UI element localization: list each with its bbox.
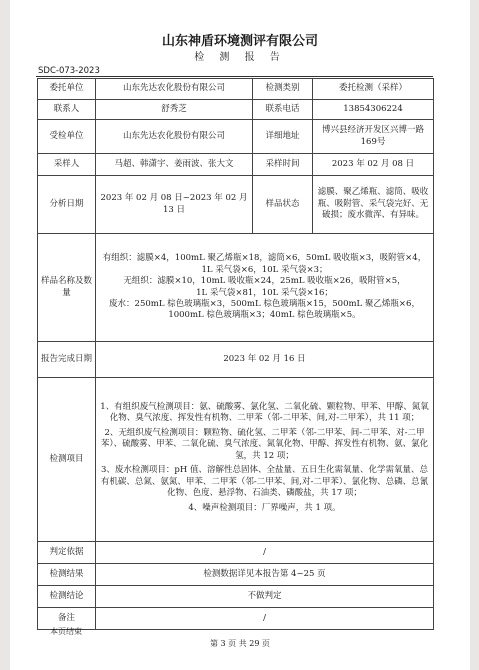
phone-label: 联系电话: [253, 100, 313, 120]
page-number: 第 3 页 共 29 页: [210, 639, 270, 648]
test-type-value: 委托检测（采样）: [313, 79, 434, 100]
item-line: 4、噪声检测项目：厂界噪声，共 1 项。: [188, 502, 341, 513]
test-type-label: 检测类别: [253, 79, 313, 100]
items-label: 检测项目: [38, 378, 96, 542]
remark-value: /: [96, 608, 434, 630]
sample-state-value: 滤膜、聚乙烯瓶、滤筒、吸收瓶、吸附管、采气袋完好、无破损；废水微浑、有异味。: [313, 176, 434, 234]
table-row: [38, 79, 434, 100]
remark-label: 备注: [38, 608, 96, 630]
table-row: [38, 342, 434, 378]
table-row: [38, 378, 434, 542]
sampler-value: 马超、韩潇宇、姜雨波、张大文: [96, 154, 253, 176]
table-row: [38, 100, 434, 120]
item-line: 3、废水检测项目：pH 值、溶解性总固体、全盐量、五日生化需氧量、化学需氧量、总有机碳、总氮、氨氮、甲苯、二甲苯（邻-二甲苯、间,对-二甲苯）、氯化物、总磷、总氰化物、色度、悬浮物、石油类、磷酸盐，共 17 项；: [100, 465, 429, 499]
sampler-label: 采样人: [38, 154, 96, 176]
sample-state-label: 样品状态: [253, 176, 313, 234]
table-row: [38, 234, 434, 342]
table-row: [38, 564, 434, 586]
table-row: [38, 120, 434, 154]
table-row: [38, 542, 434, 564]
sample-line: 1L 采气袋×6，10L 采气袋×3；: [201, 264, 328, 275]
basis-value: /: [96, 542, 434, 564]
document-number: SDC-073-2023: [38, 66, 100, 76]
report-title: 检 测 报 告: [194, 52, 286, 63]
analysis-date-label: 分析日期: [38, 176, 96, 234]
phone-value: 13854306224: [313, 100, 434, 120]
report-date-label: 报告完成日期: [38, 342, 96, 378]
report-date-value: 2023 年 02 月 16 日: [96, 342, 434, 378]
conclusion-value: 不做判定: [96, 586, 434, 608]
conclusion-label: 检测结论: [38, 586, 96, 608]
contact-label: 联系人: [38, 100, 96, 120]
table-row: [38, 176, 434, 234]
result-value: 检测数据详见本报告第 4~25 页: [96, 564, 434, 586]
report-page: [10, 0, 470, 670]
item-line: 1、有组织废气检测项目：氨、硫酸雾、氯化氢、二氧化硫、颗粒物、甲苯、甲醇、氮氧化物、臭气浓度、挥发性有机物、二甲苯（邻-二甲苯、间,对-二甲苯），共 11 项；: [100, 401, 429, 424]
sample-line: 废水：250mL 棕色玻璃瓶×3，500mL 棕色玻璃瓶×15，500mL 聚乙烯瓶×6，: [109, 298, 420, 309]
item-line: 2、无组织废气检测项目：颗粒物、硫化氢、二甲苯（邻-二甲苯、间-二甲苯、对-二甲苯）、硫酸雾、甲苯、二氧化硫、臭气浓度、氮氧化物、甲醇、挥发性有机物、氨、氯化氢，共 12 项；: [100, 427, 429, 461]
table-row: [38, 586, 434, 608]
sample-time-label: 采样时间: [253, 154, 313, 176]
sample-time-value: 2023 年 02 月 08 日: [313, 154, 434, 176]
sample-line: 无组织：滤膜×10，10mL 吸收瓶×24，25mL 吸收瓶×26，吸附管×5，: [123, 276, 406, 287]
client-value: 山东先达农化股份有限公司: [96, 79, 253, 100]
company-name: 山东神盾环境测评有限公司: [161, 34, 318, 49]
sample-qty-label: 样品名称及数量: [38, 234, 96, 342]
header-rule: [36, 76, 433, 77]
sample-line: 有组织：滤膜×4，100mL 聚乙烯瓶×18，滤筒×6，50mL 吸收瓶×3，吸附管×4，: [102, 253, 427, 264]
client-label: 委托单位: [38, 79, 96, 100]
result-label: 检测结果: [38, 564, 96, 586]
sample-line: 1L 采气袋×81，10L 采气袋×16；: [196, 287, 333, 298]
basis-label: 判定依据: [38, 542, 96, 564]
inspected-label: 受检单位: [38, 120, 96, 154]
report-info-table: [37, 78, 434, 630]
contact-value: 舒秀芝: [96, 100, 253, 120]
table-row: [38, 608, 434, 630]
table-row: [38, 154, 434, 176]
address-label: 详细地址: [253, 120, 313, 154]
sample-qty-value: [96, 234, 434, 342]
inspected-value: 山东先达农化股份有限公司: [96, 120, 253, 154]
address-value: 博兴县经济开发区兴博一路169号: [313, 120, 434, 154]
items-value: [96, 378, 434, 542]
end-of-page-note: 本页结束: [50, 627, 82, 636]
analysis-date-value: 2023 年 02 月 08 日~2023 年 02 月 13 日: [96, 176, 253, 234]
sample-line: 1000mL 棕色玻璃瓶×3；40mL 棕色玻璃瓶×5。: [168, 310, 361, 321]
